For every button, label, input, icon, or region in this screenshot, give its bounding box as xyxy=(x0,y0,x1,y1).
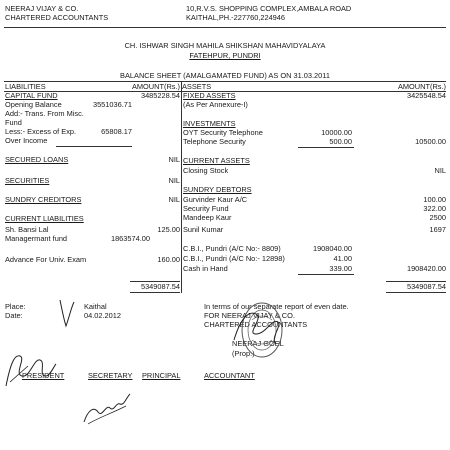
cash-subtotal-rule xyxy=(298,274,354,275)
col-liabilities: LIABILITIES xyxy=(5,82,46,91)
firm-address: 10,R.V.S. SHOPPING COMPLEX,AMBALA ROAD xyxy=(186,4,352,13)
entity-name: CH. ISHWAR SINGH MAHILA SHIKSHAN MAHAVIDYALAYA xyxy=(124,41,326,50)
signatory-name: NEERAJ GOEL xyxy=(232,339,284,348)
header-divider xyxy=(4,27,446,28)
securities-value: NIL xyxy=(168,176,180,185)
annexure-note: (As Per Annexure-I) xyxy=(183,100,248,109)
capital-subtotal-rule xyxy=(56,146,132,147)
debtor-label: Gurvinder Kaur A/C xyxy=(183,195,248,204)
date-value: 04.02.2012 xyxy=(84,311,121,320)
management-fund-value: 1863574.00 xyxy=(110,234,150,243)
col-amount-right: AMOUNT(Rs.) xyxy=(397,82,446,91)
left-total-bottom-rule xyxy=(130,292,180,293)
current-liabilities-label: CURRENT LIABILITIES xyxy=(5,214,84,223)
table-top-rule xyxy=(4,81,446,82)
secretary-label: SECRETARY xyxy=(88,371,133,380)
opening-balance-label: Opening Balance xyxy=(5,100,62,109)
cash-total: 1908420.00 xyxy=(406,264,446,273)
report-line3: CHARTERED ACCOUNTANTS xyxy=(204,320,308,329)
auditor-signature-icon xyxy=(226,300,286,352)
opening-balance-value: 3551036.71 xyxy=(92,100,132,109)
report-line2: FOR NEERAJ VIJAY & CO. xyxy=(204,311,295,320)
president-signature-icon xyxy=(0,336,60,396)
debtor-value: 1697 xyxy=(429,225,446,234)
fixed-assets-total: 3425548.54 xyxy=(406,91,446,100)
less-excess-value: 65808.17 xyxy=(101,127,132,136)
sundry-creditors-label: SUNDRY CREDITORS xyxy=(5,195,82,204)
cbi-8809-value: 1908040.00 xyxy=(312,244,352,253)
capital-fund-label: CAPITAL FUND xyxy=(5,91,58,100)
firm-name: NEERAJ VIJAY & CO. xyxy=(5,4,79,13)
debtor-label: Security Fund xyxy=(183,204,229,213)
capital-fund-total: 3485228.54 xyxy=(140,91,180,100)
oyt-security-label: OYT Security Telephone xyxy=(183,128,263,137)
place-value: Kaithal xyxy=(84,302,107,311)
sundry-creditors-value: NIL xyxy=(168,195,180,204)
investments-subtotal-rule xyxy=(298,147,354,148)
initial-mark-icon xyxy=(56,294,76,330)
telephone-security-label: Telephone Security xyxy=(183,137,246,146)
report-line1: In terms of our separate report of even date. xyxy=(204,302,349,311)
over-income-label: Over Income xyxy=(5,136,48,145)
entity-location: FATEHPUR, PUNDRI xyxy=(189,51,261,60)
column-divider xyxy=(181,81,182,293)
bansi-lal-label: Sh. Bansi Lal xyxy=(5,225,49,234)
firm-phone: KAITHAL,PH.-227760,224946 xyxy=(186,13,286,22)
firm-designation: CHARTERED ACCOUNTANTS xyxy=(5,13,109,22)
cash-in-hand-label: Cash in Hand xyxy=(183,264,228,273)
debtor-value: 100.00 xyxy=(423,195,446,204)
oyt-security-value: 10000.00 xyxy=(321,128,352,137)
investments-label: INVESTMENTS xyxy=(183,119,236,128)
cbi-12898-value: 41.00 xyxy=(333,254,352,263)
less-excess-label: Less:- Excess of Exp. xyxy=(5,127,77,136)
closing-stock-label: Closing Stock xyxy=(183,166,229,175)
debtor-value: 2500 xyxy=(429,213,446,222)
president-label: PRESIDENT xyxy=(22,371,65,380)
debtor-label: Sunil Kumar xyxy=(183,225,224,234)
fixed-assets-label: FIXED ASSETS xyxy=(183,91,236,100)
cbi-12898-label: C.B.I., Pundri (A/C No:- 12898) xyxy=(183,254,285,263)
place-label: Place: xyxy=(5,302,26,311)
add-trans-line2: Fund xyxy=(5,118,22,127)
col-assets: ASSETS xyxy=(182,82,212,91)
telephone-security-value: 500.00 xyxy=(329,137,352,146)
left-grand-total: 5349087.54 xyxy=(140,282,180,291)
management-fund-label: Managermant fund xyxy=(5,234,68,243)
add-trans-line1: Add:- Trans. From Misc. xyxy=(5,109,84,118)
investments-total: 10500.00 xyxy=(415,137,446,146)
current-assets-label: CURRENT ASSETS xyxy=(183,156,250,165)
right-grand-total: 5349087.54 xyxy=(406,282,446,291)
principal-label: PRINCIPAL xyxy=(142,371,181,380)
advance-exam-value: 160.00 xyxy=(157,255,180,264)
bansi-lal-value: 125.00 xyxy=(157,225,180,234)
col-amount-left: AMOUNT(Rs.) xyxy=(131,82,180,91)
securities-label: SECURITIES xyxy=(5,176,50,185)
cash-in-hand-value: 339.00 xyxy=(329,264,352,273)
balance-sheet-title: BALANCE SHEET (AMALGAMATED FUND) AS ON 31.03.2011 xyxy=(120,71,330,80)
debtor-value: 322.00 xyxy=(423,204,446,213)
secured-loans-value: NIL xyxy=(168,155,180,164)
sundry-debtors-label: SUNDRY DEBTORS xyxy=(183,185,252,194)
advance-exam-label: Advance For Univ. Exam xyxy=(5,255,87,264)
cbi-8809-label: C.B.I., Pundri (A/C No:- 8809) xyxy=(183,244,281,253)
right-total-bottom-rule xyxy=(386,292,446,293)
signatory-role: (Prop.) xyxy=(232,349,255,358)
date-label: Date: xyxy=(5,311,23,320)
accountant-label: ACCOUNTANT xyxy=(204,371,255,380)
secured-loans-label: SECURED LOANS xyxy=(5,155,69,164)
closing-stock-value: NIL xyxy=(434,166,446,175)
principal-signature-icon xyxy=(80,384,134,430)
debtor-label: Mandeep Kaur xyxy=(183,213,232,222)
